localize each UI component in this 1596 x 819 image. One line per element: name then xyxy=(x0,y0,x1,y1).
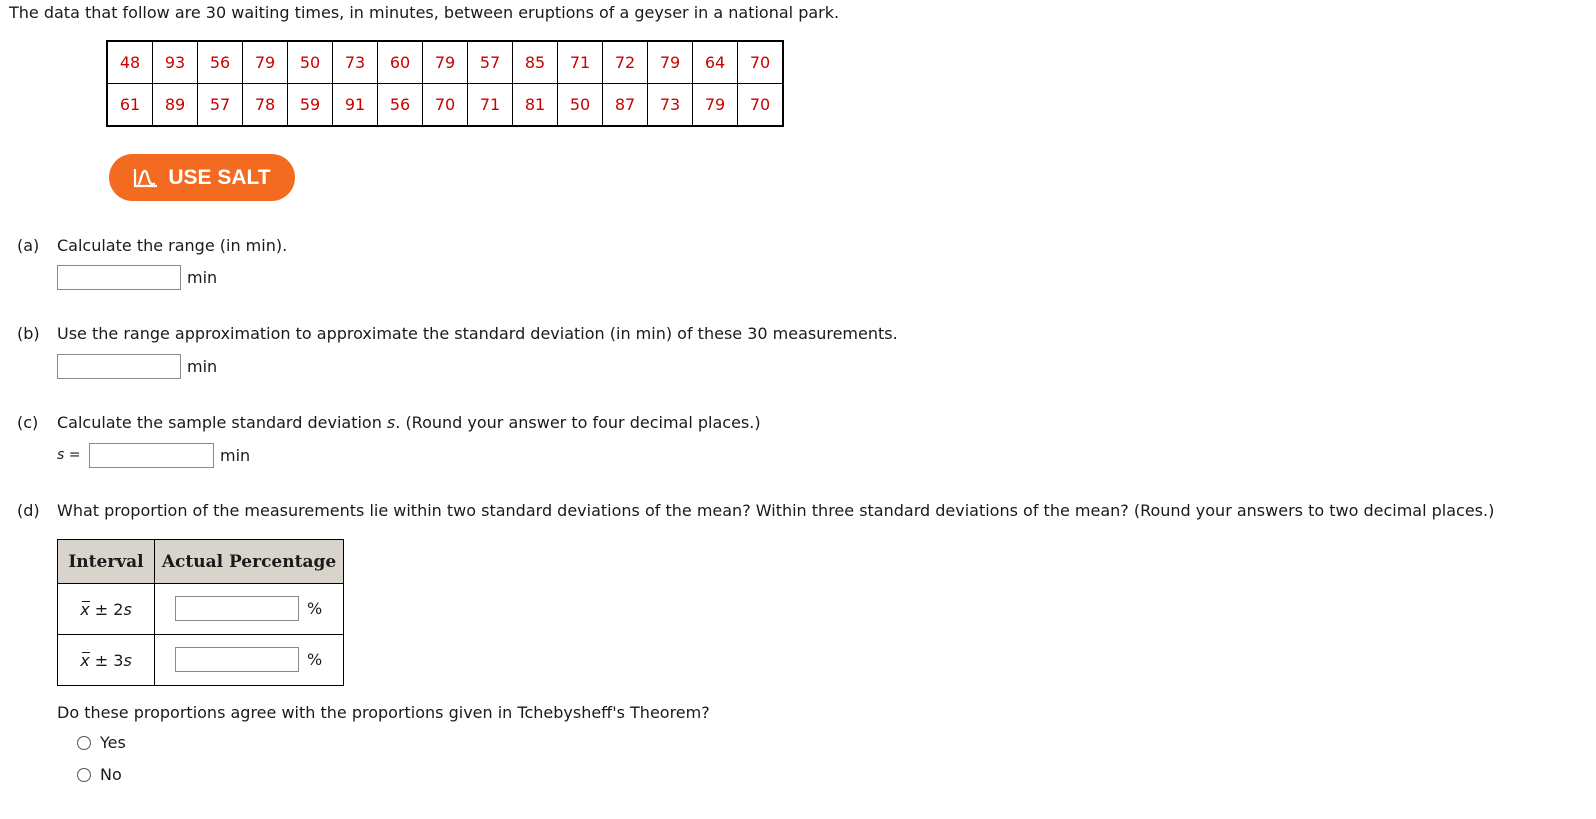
part-c-prompt-var: s xyxy=(386,413,396,432)
data-cell: 56 xyxy=(198,41,243,84)
data-cell: 70 xyxy=(738,84,784,127)
data-cell: 87 xyxy=(603,84,648,127)
interval-label-3s xyxy=(58,635,155,686)
part-a-prompt: Calculate the range (in min). xyxy=(57,236,288,255)
data-cell: 64 xyxy=(693,41,738,84)
percentage-3s-input[interactable] xyxy=(175,647,299,672)
interval-table xyxy=(57,539,344,686)
data-cell: 48 xyxy=(107,41,153,84)
data-cell: 79 xyxy=(423,41,468,84)
data-row xyxy=(107,41,783,84)
data-cell: 71 xyxy=(558,41,603,84)
use-salt-button[interactable] xyxy=(109,154,295,201)
s-label: s = xyxy=(57,447,81,463)
part-c-tag: (c) xyxy=(17,413,39,432)
data-cell: 79 xyxy=(243,41,288,84)
interval-row-2s xyxy=(58,584,344,635)
data-cell: 93 xyxy=(153,41,198,84)
part-b-tag: (b) xyxy=(17,324,40,343)
data-cell: 78 xyxy=(243,84,288,127)
data-cell: 71 xyxy=(468,84,513,127)
radio-yes[interactable] xyxy=(77,736,91,750)
data-row xyxy=(107,84,783,127)
sample-sd-unit: min xyxy=(220,446,251,465)
data-cell: 60 xyxy=(378,41,423,84)
use-salt-label: USE SALT xyxy=(168,165,271,189)
actual-percentage-header: Actual Percentage xyxy=(155,540,344,584)
data-cell: 61 xyxy=(107,84,153,127)
s-symbol: s xyxy=(123,599,132,619)
plus-minus-3: ± 3 xyxy=(89,650,124,670)
intro-text: The data that follow are 30 waiting times, in minutes, between eruptions of a geyser in a national park. xyxy=(9,3,840,22)
part-c-prompt xyxy=(57,413,761,433)
approx-sd-input[interactable] xyxy=(57,354,181,379)
part-b-prompt: Use the range approximation to approximate the standard deviation (in min) of these 30 measurements. xyxy=(57,324,898,343)
option-no-label: No xyxy=(100,765,122,784)
interval-label-2s xyxy=(58,584,155,635)
part-c-prompt-main: Calculate the sample standard deviation xyxy=(57,413,387,432)
option-yes[interactable] xyxy=(77,733,126,752)
option-no[interactable] xyxy=(77,765,122,784)
data-cell: 79 xyxy=(648,41,693,84)
plus-minus-2: ± 2 xyxy=(89,599,124,619)
x-bar: x xyxy=(80,650,90,670)
tchebysheff-question: Do these proportions agree with the proportions given in Tchebysheff's Theorem? xyxy=(57,703,710,722)
data-cell: 85 xyxy=(513,41,558,84)
interval-row-3s xyxy=(58,635,344,686)
x-bar: x xyxy=(80,599,90,619)
part-c-prompt-end: . (Round your answer to four decimal places.) xyxy=(395,413,761,432)
percent-unit-2s: % xyxy=(307,599,323,618)
percentage-cell-3s xyxy=(155,635,344,686)
data-cell: 72 xyxy=(603,41,648,84)
part-d-tag: (d) xyxy=(17,501,40,520)
data-cell: 57 xyxy=(198,84,243,127)
part-d-prompt: What proportion of the measurements lie within two standard deviations of the mean? Within three standard deviations of the mean? (Round your answers to two decimal places.) xyxy=(57,501,1495,520)
percentage-2s-input[interactable] xyxy=(175,596,299,621)
data-cell: 89 xyxy=(153,84,198,127)
data-table xyxy=(106,40,784,127)
data-cell: 70 xyxy=(738,41,784,84)
percentage-cell-2s xyxy=(155,584,344,635)
part-a-tag: (a) xyxy=(17,236,40,255)
sample-sd-input[interactable] xyxy=(89,443,214,468)
data-cell: 91 xyxy=(333,84,378,127)
data-cell: 56 xyxy=(378,84,423,127)
data-cell: 57 xyxy=(468,41,513,84)
data-cell: 73 xyxy=(333,41,378,84)
percent-unit-3s: % xyxy=(307,650,323,669)
data-cell: 73 xyxy=(648,84,693,127)
approx-sd-unit: min xyxy=(187,357,218,376)
data-cell: 81 xyxy=(513,84,558,127)
interval-header: Interval xyxy=(58,540,155,584)
data-cell: 79 xyxy=(693,84,738,127)
range-input[interactable] xyxy=(57,265,181,290)
range-unit: min xyxy=(187,268,218,287)
data-cell: 70 xyxy=(423,84,468,127)
data-cell: 59 xyxy=(288,84,333,127)
radio-no[interactable] xyxy=(77,768,91,782)
data-cell: 50 xyxy=(558,84,603,127)
data-cell: 50 xyxy=(288,41,333,84)
salt-chart-icon xyxy=(133,167,159,189)
s-symbol: s xyxy=(123,650,132,670)
option-yes-label: Yes xyxy=(100,733,126,752)
